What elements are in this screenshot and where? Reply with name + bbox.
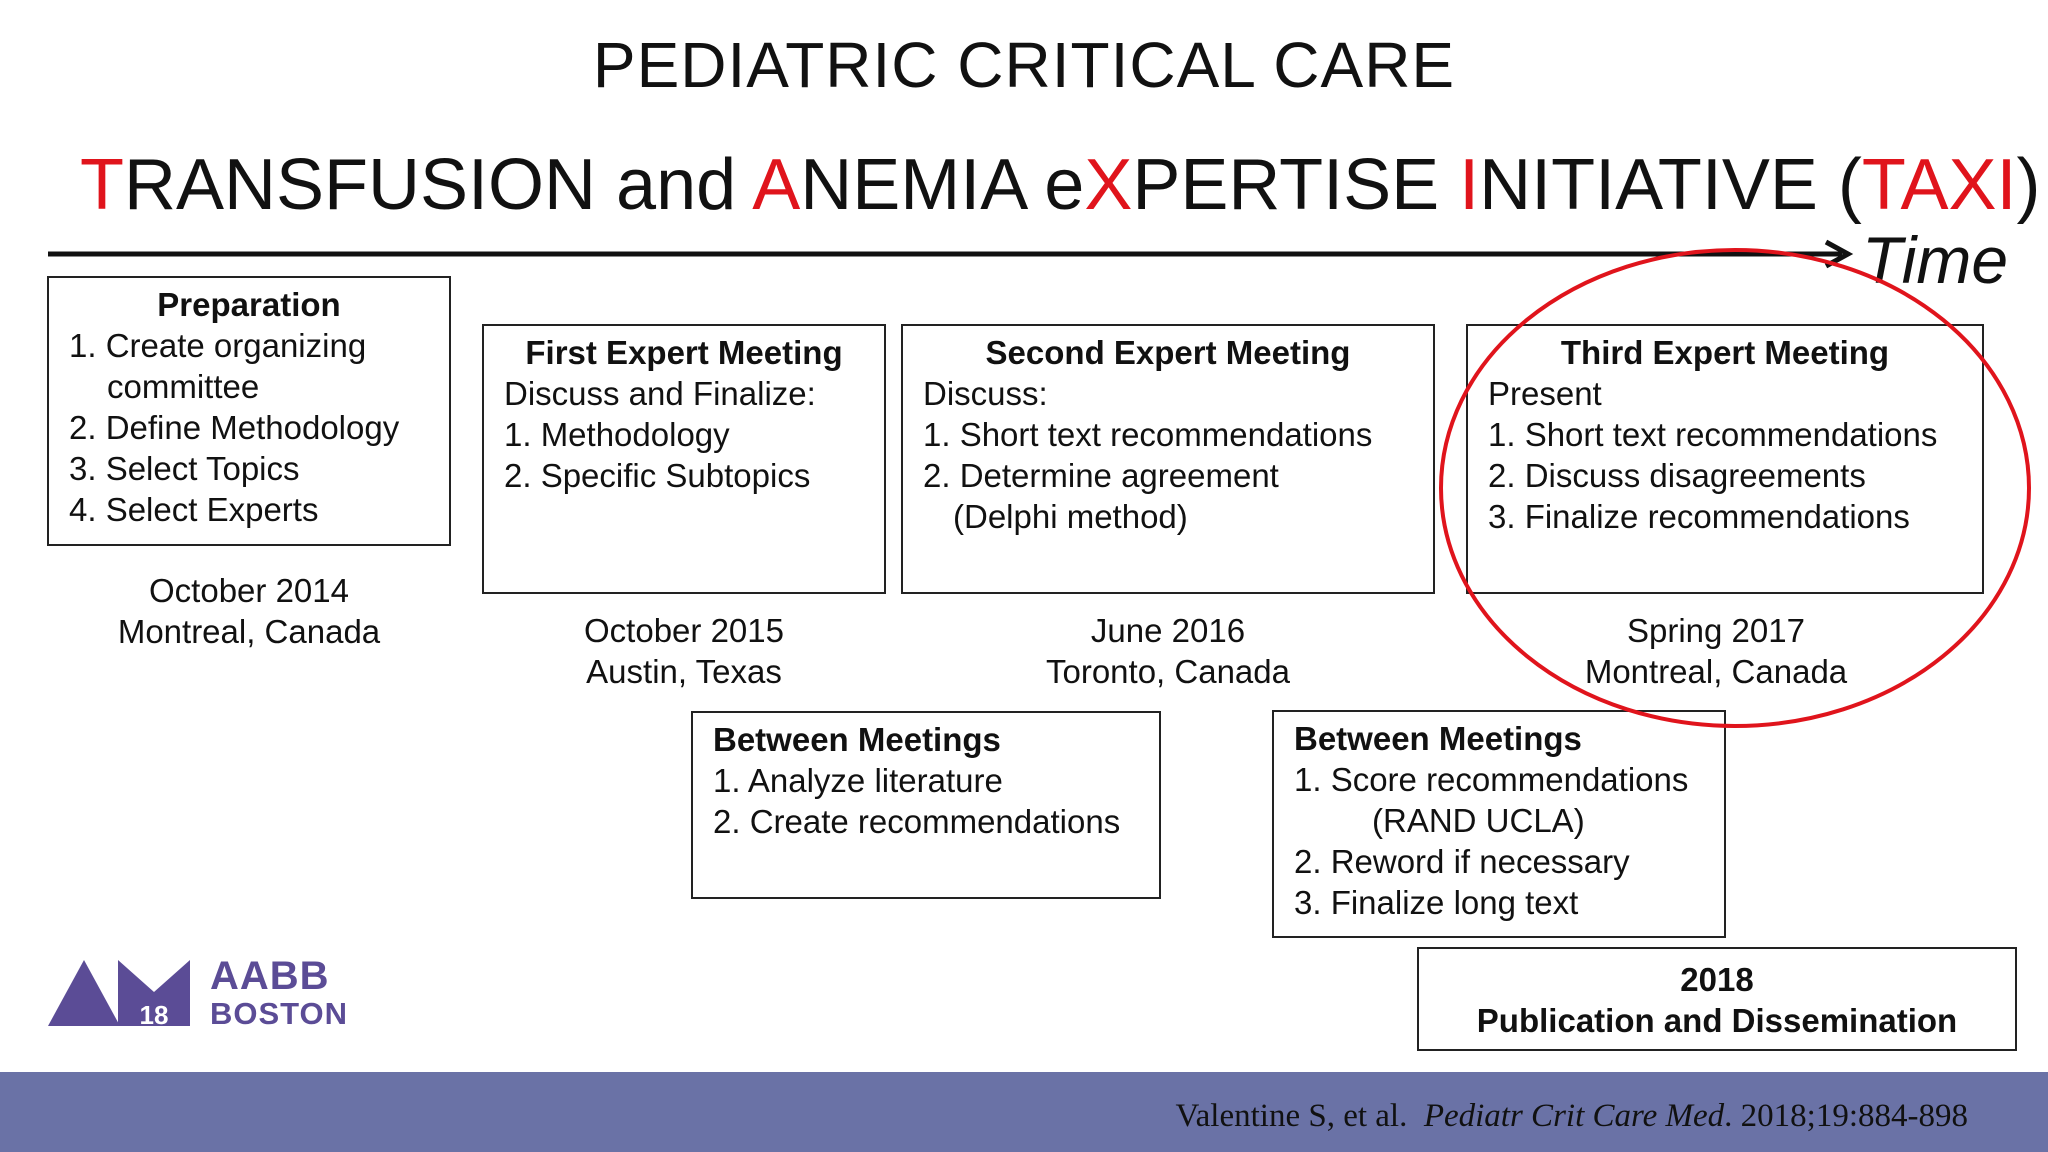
preparation-location: Montreal, Canada bbox=[117, 613, 381, 650]
publication-year: 2018 bbox=[1680, 961, 1754, 998]
publication-box bbox=[1417, 947, 2017, 1051]
first-meeting-item: 2. Specific Subtopics bbox=[504, 457, 811, 494]
second-meeting-location: Toronto, Canada bbox=[1045, 653, 1290, 690]
first-meeting-heading: First Expert Meeting bbox=[525, 334, 843, 371]
title-highlight-letter: TAXI bbox=[1861, 145, 2017, 225]
first-meeting-box bbox=[482, 324, 886, 594]
citation-journal: Pediatr Crit Care Med bbox=[1423, 1098, 1725, 1134]
logo-badge: 18 bbox=[139, 1000, 169, 1030]
citation-authors: Valentine S, et al. bbox=[1175, 1098, 1408, 1134]
third-meeting-box bbox=[1466, 324, 1984, 594]
citation-details: . 2018;19:884-898 bbox=[1724, 1098, 1968, 1134]
third-meeting-location: Montreal, Canada bbox=[1584, 653, 1848, 690]
between-meetings-item: 3. Finalize long text bbox=[1294, 884, 1579, 921]
preparation-date: October 2014 bbox=[149, 572, 349, 609]
initiative-title bbox=[80, 144, 2041, 226]
title-highlight-letter: I bbox=[1459, 145, 1480, 225]
slide-title: PEDIATRIC CRITICAL CARE bbox=[592, 29, 1456, 101]
third-meeting-heading: Third Expert Meeting bbox=[1560, 334, 1890, 371]
between-meetings-box-2 bbox=[1272, 710, 1726, 938]
second-meeting-box bbox=[901, 324, 1435, 594]
preparation-box bbox=[47, 276, 451, 546]
second-meeting-item: 2. Determine agreement bbox=[923, 457, 1279, 494]
between-meetings-heading: Between Meetings bbox=[1294, 720, 1582, 757]
first-meeting-item: Discuss and Finalize: bbox=[504, 375, 816, 412]
second-meeting-date: June 2016 bbox=[1090, 612, 1246, 649]
first-meeting-caption bbox=[482, 610, 886, 692]
second-meeting-heading: Second Expert Meeting bbox=[985, 334, 1351, 371]
second-meeting-item: (Delphi method) bbox=[953, 498, 1188, 535]
third-meeting-item: 2. Discuss disagreements bbox=[1488, 457, 1866, 494]
title-text-segment: RANSFUSION and bbox=[123, 145, 753, 225]
third-meeting-item: 3. Finalize recommendations bbox=[1488, 498, 1910, 535]
title-text-segment: NEMIA e bbox=[800, 145, 1085, 225]
third-meeting-item: Present bbox=[1488, 375, 1602, 412]
title-text-segment: NITIATIVE ( bbox=[1479, 145, 1862, 225]
first-meeting-location: Austin, Texas bbox=[586, 653, 782, 690]
timeline-time-label: Time bbox=[1862, 223, 2009, 297]
first-meeting-date: October 2015 bbox=[584, 612, 784, 649]
preparation-item: 3. Select Topics bbox=[69, 450, 300, 487]
preparation-item: committee bbox=[107, 368, 260, 405]
second-meeting-item: Discuss: bbox=[923, 375, 1048, 412]
title-text-segment: PERTISE bbox=[1132, 145, 1460, 225]
between-meetings-heading: Between Meetings bbox=[713, 721, 1001, 758]
third-meeting-item: 1. Short text recommendations bbox=[1488, 416, 1938, 453]
title-highlight-letter: T bbox=[80, 145, 124, 225]
preparation-item: 4. Select Experts bbox=[69, 491, 319, 528]
preparation-heading: Preparation bbox=[157, 286, 341, 323]
citation bbox=[1175, 1098, 1968, 1135]
between-meetings-item: 2. Reword if necessary bbox=[1294, 843, 1630, 880]
between-meetings-item: 2. Create recommendations bbox=[713, 803, 1121, 840]
first-meeting-item: 1. Methodology bbox=[504, 416, 730, 453]
between-meetings-item: 1. Analyze literature bbox=[713, 762, 1003, 799]
title-highlight-letter: A bbox=[752, 145, 801, 225]
third-meeting-date: Spring 2017 bbox=[1627, 612, 1805, 649]
title-text-segment: ) bbox=[2016, 145, 2041, 225]
logo-text-aabb: AABB bbox=[210, 954, 330, 998]
second-meeting-caption bbox=[968, 610, 1368, 692]
preparation-item: 2. Define Methodology bbox=[69, 409, 400, 446]
between-meetings-item: (RAND UCLA) bbox=[1372, 802, 1585, 839]
second-meeting-item: 1. Short text recommendations bbox=[923, 416, 1373, 453]
between-meetings-item: 1. Score recommendations bbox=[1294, 761, 1689, 798]
title-highlight-letter: X bbox=[1084, 145, 1133, 225]
preparation-caption bbox=[47, 570, 451, 652]
publication-label: Publication and Dissemination bbox=[1476, 1002, 1958, 1039]
preparation-item: 1. Create organizing bbox=[69, 327, 367, 364]
between-meetings-box-1 bbox=[691, 711, 1161, 899]
third-meeting-caption bbox=[1516, 610, 1916, 692]
logo-text-boston: BOSTON bbox=[210, 996, 349, 1031]
